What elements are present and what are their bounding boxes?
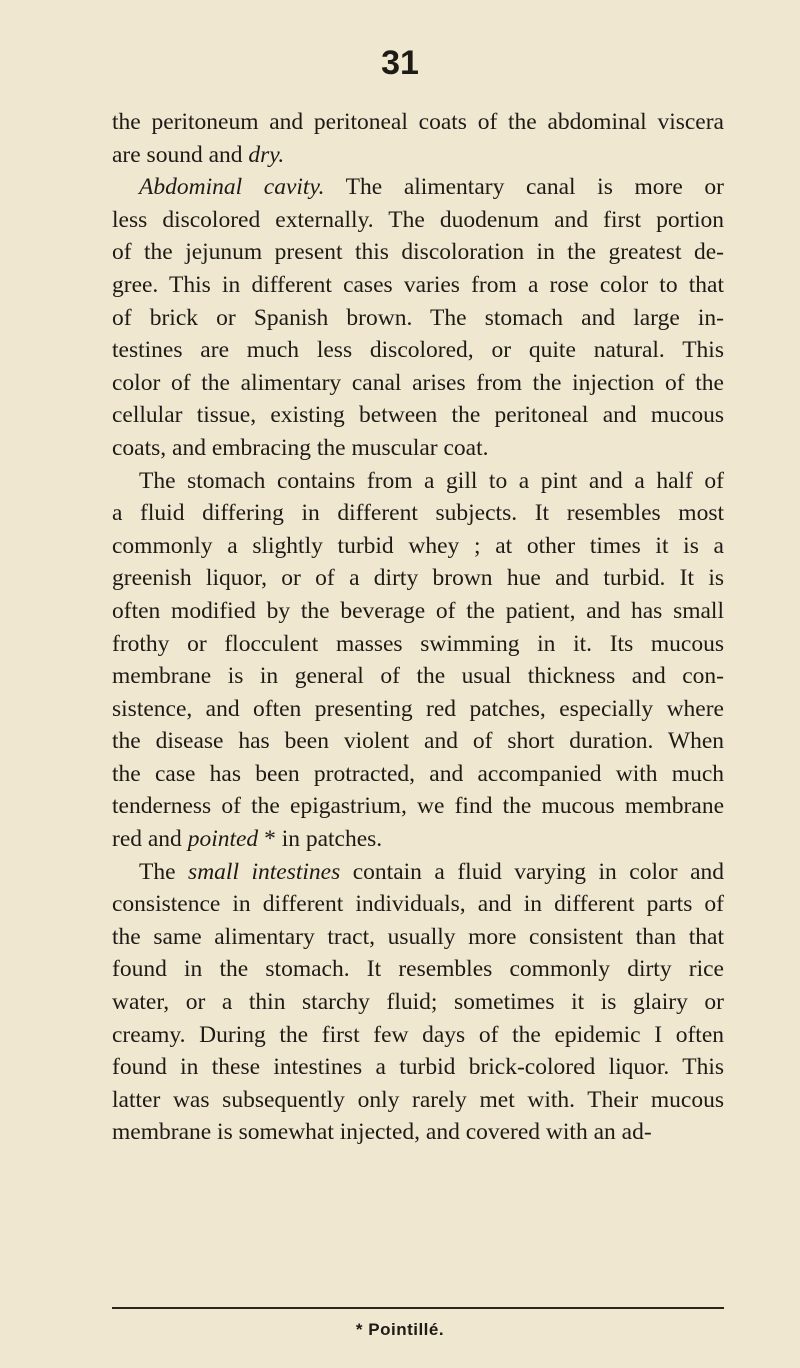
- text-line: [112, 856, 724, 889]
- text-line: [112, 269, 724, 302]
- text-run: latter was subsequently only rarely met with. Their mucous: [112, 1086, 724, 1113]
- text-line: [112, 1019, 724, 1052]
- text-run: The: [139, 858, 189, 885]
- text-run: * in patches.: [258, 826, 383, 853]
- text-line: [112, 758, 724, 791]
- text-run: membrane is somewhat injected, and covered with an ad-: [112, 1119, 652, 1146]
- footnote: * Pointillé.: [355, 1320, 445, 1339]
- text-line: [112, 921, 724, 954]
- text-run: are sound and: [112, 141, 249, 168]
- text-line: [112, 171, 724, 204]
- text-line: [112, 302, 724, 335]
- text-run: gree. This in different cases varies from a rose color to that: [112, 271, 724, 298]
- text-run: color of the alimentary canal arises from the injection of the: [112, 369, 724, 396]
- text-run: testines are much less discolored, or quite natural. This: [112, 337, 724, 364]
- text-line: [112, 986, 724, 1019]
- text-run: the same alimentary tract, usually more consistent than that: [112, 923, 724, 950]
- text-line: [112, 204, 724, 237]
- text-line: [112, 1051, 724, 1084]
- text-line: [112, 1084, 724, 1117]
- text-run: less discolored externally. The duodenum and first portion: [112, 206, 724, 233]
- paragraph: [112, 106, 724, 171]
- text-line: [112, 660, 724, 693]
- paragraph: [112, 465, 724, 856]
- text-run: a fluid differing in different subjects. It resembles most: [112, 500, 724, 527]
- text-run: membrane is in general of the usual thickness and con-: [112, 663, 724, 690]
- text-line: [112, 497, 724, 530]
- text-run: the peritoneum and peritoneal coats of the abdominal viscera: [112, 109, 724, 135]
- text-run: found in these intestines a turbid brick-colored liquor. This: [112, 1054, 724, 1081]
- text-line: [112, 725, 724, 758]
- text-run: greenish liquor, or of a dirty brown hue and turbid. It is: [112, 565, 724, 592]
- text-run: contain a fluid varying in color and: [340, 858, 725, 885]
- italic-text: pointed: [187, 826, 259, 853]
- paragraph: [112, 171, 724, 464]
- italic-text: Abdominal cavity.: [139, 174, 325, 201]
- italic-text: small intestines: [188, 858, 341, 885]
- text-run: commonly a slightly turbid whey ; at other times it is a: [112, 532, 724, 559]
- text-run: sistence, and often presenting red patches, especially where: [112, 695, 724, 722]
- text-line: [112, 790, 724, 823]
- text-run: red and: [112, 826, 188, 853]
- text-line: [112, 562, 724, 595]
- text-run: The alimentary canal is more or: [324, 174, 724, 201]
- text-run: the case has been protracted, and accompanied with much: [112, 760, 724, 787]
- text-run: of the jejunum present this discoloration in the greatest de-: [112, 239, 724, 266]
- text-run: creamy. During the first few days of the epidemic I often: [112, 1021, 724, 1048]
- text-run: coats, and embracing the muscular coat.: [112, 434, 489, 461]
- text-line: [112, 693, 724, 726]
- text-line: [112, 1116, 724, 1149]
- text-line: [112, 595, 724, 628]
- text-line: [112, 530, 724, 563]
- text-run: found in the stomach. It resembles commonly dirty rice: [112, 956, 724, 983]
- text-run: of brick or Spanish brown. The stomach and large in-: [112, 304, 724, 331]
- text-line: [112, 953, 724, 986]
- text-line: [112, 106, 724, 139]
- text-line: [112, 236, 724, 269]
- text-run: consistence in different individuals, and in different parts of: [112, 891, 724, 918]
- text-run: tenderness of the epigastrium, we find the mucous membrane: [112, 793, 724, 820]
- text-run: frothy or flocculent masses swimming in it. Its mucous: [112, 630, 724, 657]
- footnote-rule: [112, 1307, 724, 1309]
- text-run: cellular tissue, existing between the peritoneal and mucous: [112, 402, 724, 429]
- italic-text: dry.: [248, 141, 285, 168]
- text-line: [112, 139, 724, 172]
- text-line: [112, 465, 724, 498]
- page-number: 31: [381, 44, 419, 82]
- text-run: the disease has been violent and of short duration. When: [112, 728, 724, 755]
- text-line: [112, 334, 724, 367]
- body-text: [112, 106, 724, 1149]
- text-line: [112, 888, 724, 921]
- text-line: [112, 628, 724, 661]
- paragraph: [112, 856, 724, 1149]
- text-line: [112, 399, 724, 432]
- text-line: [112, 823, 724, 856]
- text-line: [112, 367, 724, 400]
- text-run: often modified by the beverage of the patient, and has small: [112, 597, 724, 624]
- text-run: The stomach contains from a gill to a pint and a half of: [139, 467, 724, 494]
- text-line: [112, 432, 724, 465]
- text-run: water, or a thin starchy fluid; sometimes it is glairy or: [112, 989, 724, 1016]
